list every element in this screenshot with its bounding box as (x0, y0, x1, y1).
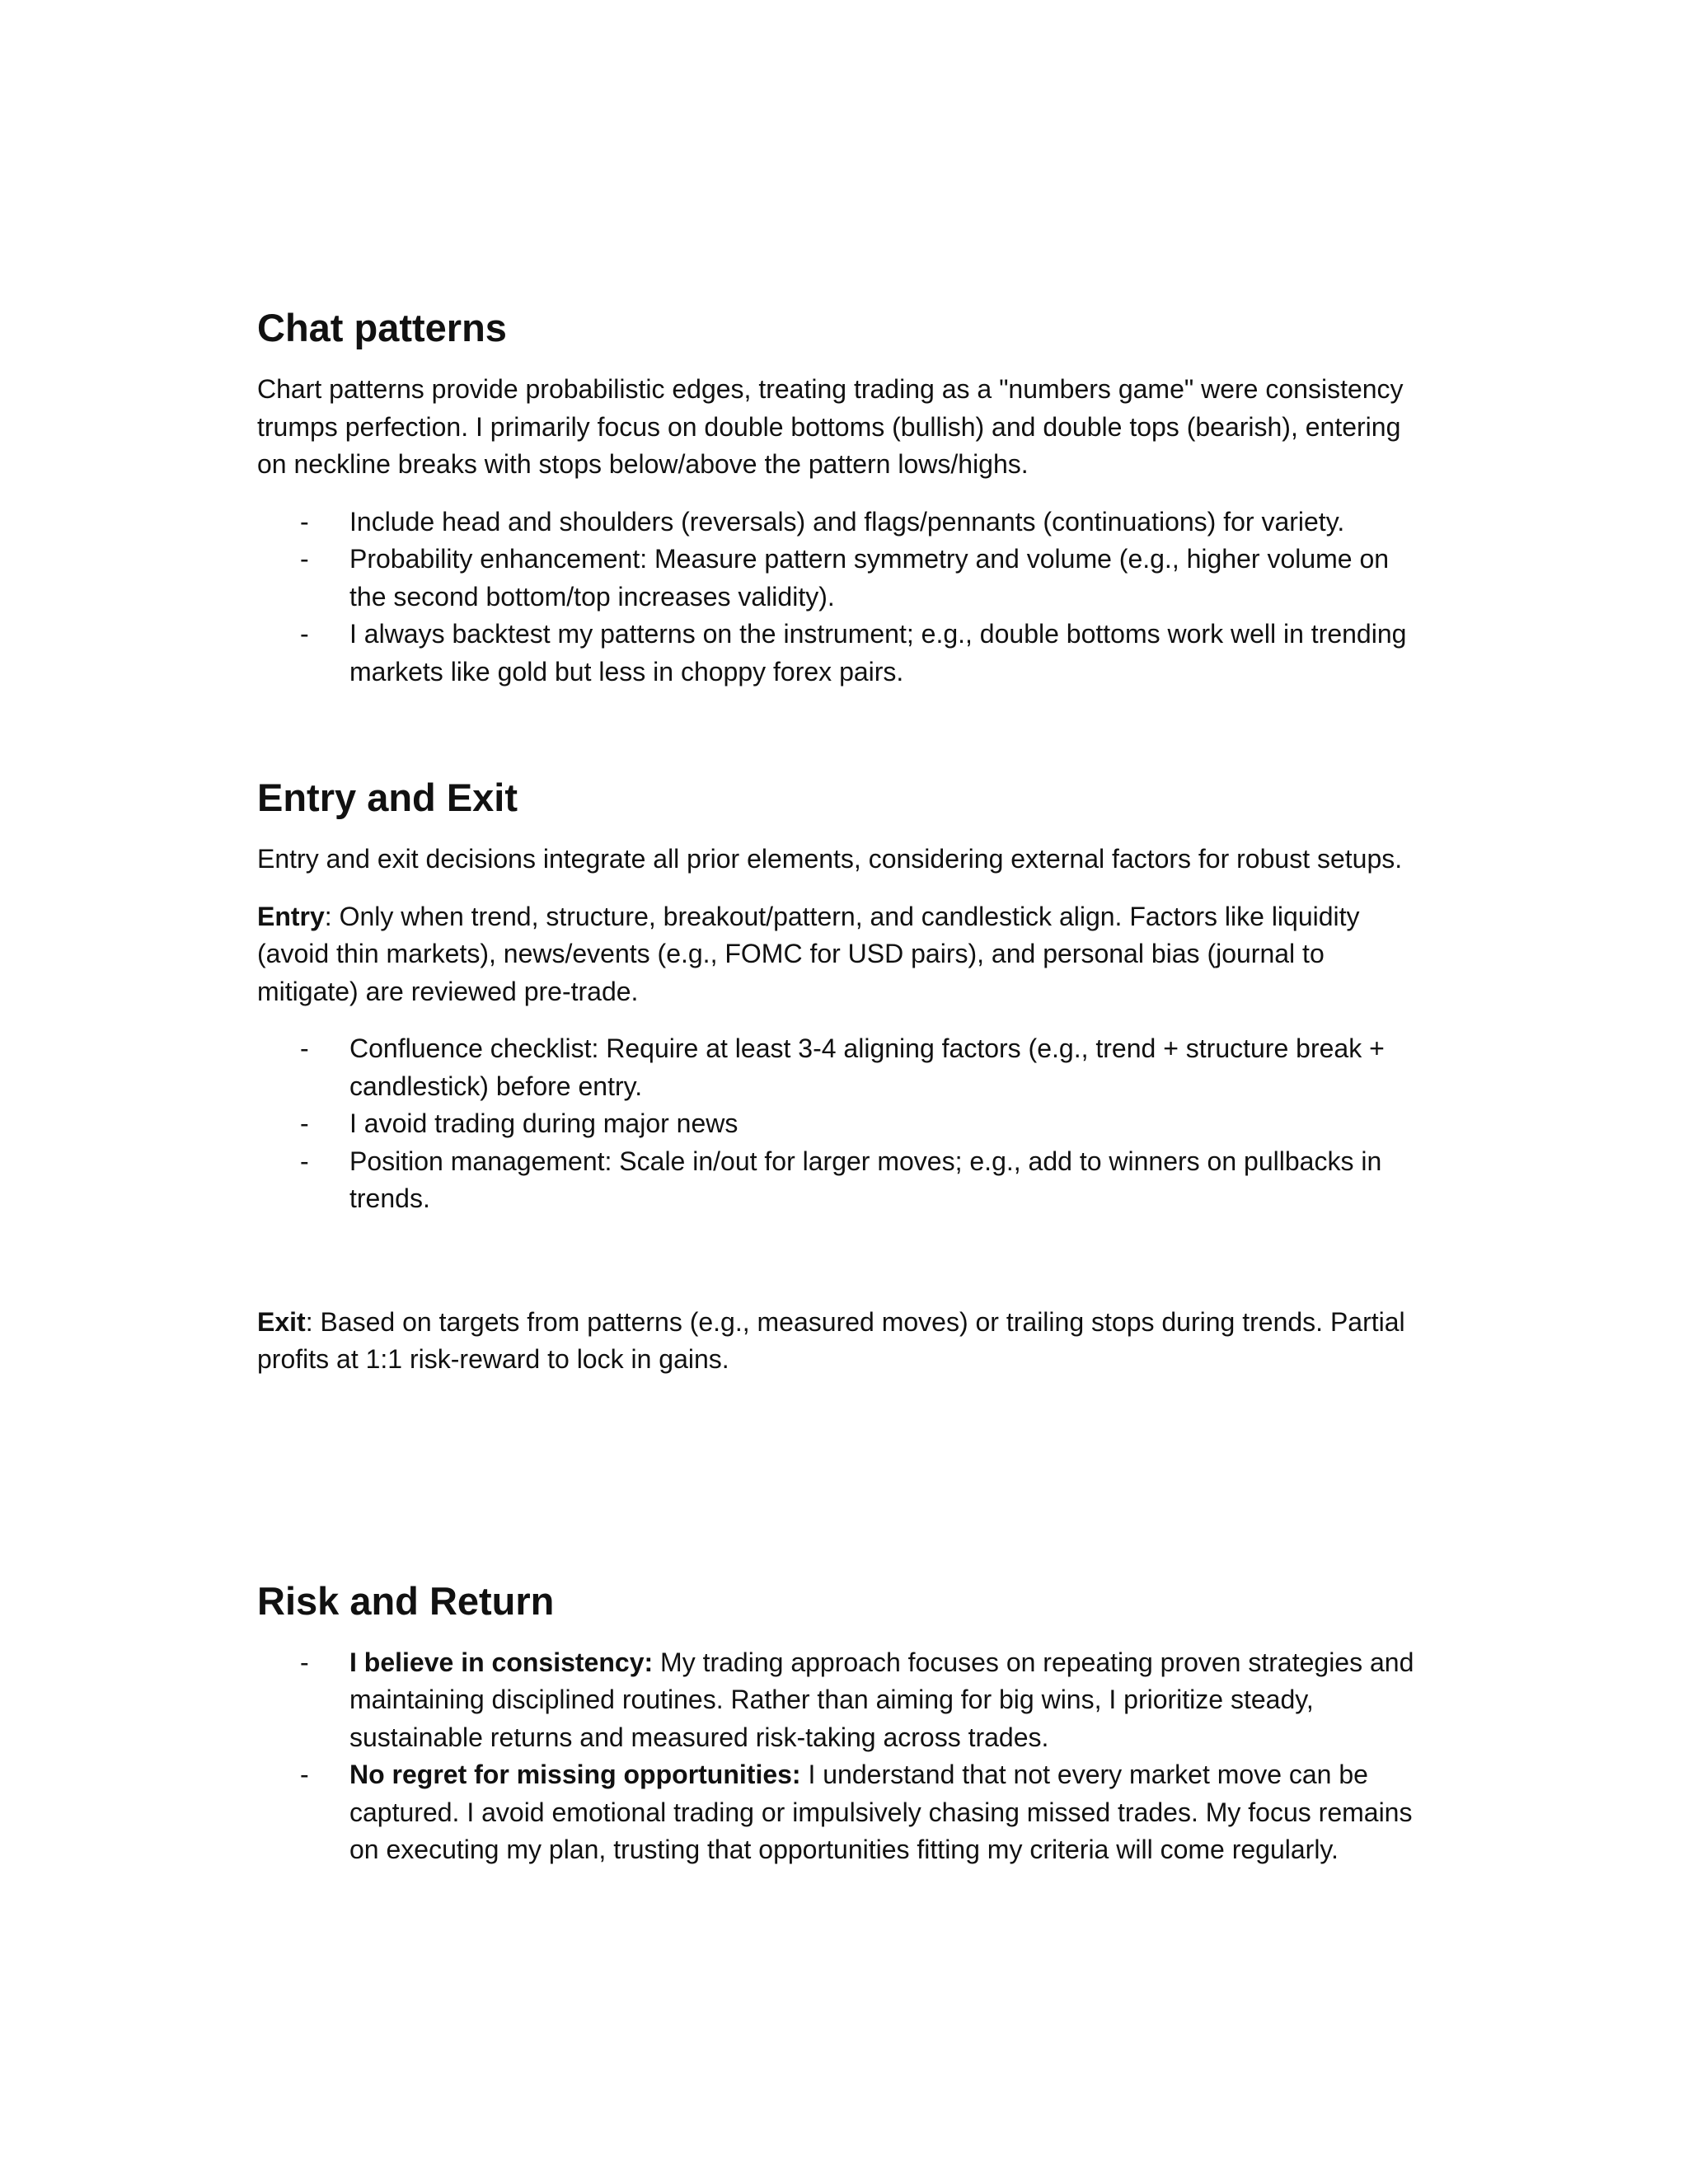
section-title-chart-patterns: Chat patterns (257, 306, 507, 349)
exit-label: Exit (257, 1306, 306, 1337)
dash-bullet: - (300, 619, 309, 649)
entry-exit-intro: Entry and exit decisions integrate all prior elements, considering external factors for robust setups. (257, 844, 1403, 874)
list-item-text: Probability enhancement: Measure pattern symmetry and volume (e.g., higher volume on the second bottom/top increases validity). (349, 544, 1390, 612)
chart-patterns-list (257, 504, 1428, 691)
dash-bullet: - (300, 506, 309, 537)
list-item-text: Position management: Scale in/out for larger moves; e.g., add to winners on pullbacks in trends. (349, 1146, 1382, 1213)
chart-patterns-intro: Chart patterns provide probabilistic edges, treating trading as a "numbers game" were consistency trumps perfection. I primarily focus on double bottoms (bullish) and double tops (bearish), entering on neckline breaks with stops below/above the pattern lows/highs. (257, 374, 1404, 479)
list-item-text: Confluence checklist: Require at least 3-4 aligning factors (e.g., trend + structure break + candlestick) before entry. (349, 1033, 1385, 1101)
section-title-entry-exit: Entry and Exit (257, 776, 518, 819)
document-body (257, 305, 1428, 1889)
risk-return-list (257, 1644, 1428, 1869)
section-risk-return (257, 1578, 1428, 1869)
exit-text: : Based on targets from patterns (e.g., measured moves) or trailing stops during trends. Partial profits at 1:1 risk-reward to lock in gains. (257, 1306, 1405, 1374)
list-item (300, 1756, 1428, 1869)
list-item (300, 541, 1428, 616)
list-item (300, 1143, 1428, 1218)
list-item (300, 616, 1428, 691)
dash-bullet: - (300, 1647, 309, 1677)
section-chart-patterns (257, 305, 1428, 691)
list-item-text: My trading approach focuses on repeating proven strategies and maintaining disciplined routines. Rather than aiming for big wins, I prioritize steady, sustainable returns and measured risk-taking across trades. (349, 1647, 1414, 1752)
list-item (300, 504, 1428, 541)
entry-label: Entry (257, 901, 325, 931)
dash-bullet: - (300, 1760, 309, 1789)
dash-bullet: - (300, 544, 309, 574)
dash-bullet: - (300, 1108, 309, 1138)
entry-text: : Only when trend, structure, breakout/pattern, and candlestick align. Factors like liquidity (avoid thin markets), news/events (e.g., FOMC for USD pairs), and personal bias (journal to mitigate) are reviewed pre-trade. (257, 901, 1360, 1006)
entry-list (257, 1030, 1428, 1218)
dash-bullet: - (300, 1033, 309, 1063)
entry-paragraph (257, 898, 1428, 1011)
list-item-text: Include head and shoulders (reversals) and flags/pennants (continuations) for variety. (349, 506, 1345, 537)
section-title-risk-return: Risk and Return (257, 1578, 555, 1623)
list-item-text: I avoid trading during major news (349, 1108, 738, 1138)
list-item-label: No regret for missing opportunities: (349, 1760, 801, 1789)
exit-paragraph (257, 1304, 1428, 1379)
list-item (300, 1644, 1428, 1757)
list-item-label: I believe in consistency: (349, 1647, 654, 1677)
list-item-text: I always backtest my patterns on the instrument; e.g., double bottoms work well in trending markets like gold but less in choppy forex pairs. (349, 619, 1407, 687)
section-entry-exit (257, 775, 1428, 1379)
list-item (300, 1105, 1428, 1143)
list-item-text: I understand that not every market move can be captured. I avoid emotional trading or impulsively chasing missed trades. My focus remains on executing my plan, trusting that opportunities fitting my criteria will come regularly. (349, 1760, 1413, 1864)
list-item (300, 1030, 1428, 1105)
dash-bullet: - (300, 1146, 309, 1176)
